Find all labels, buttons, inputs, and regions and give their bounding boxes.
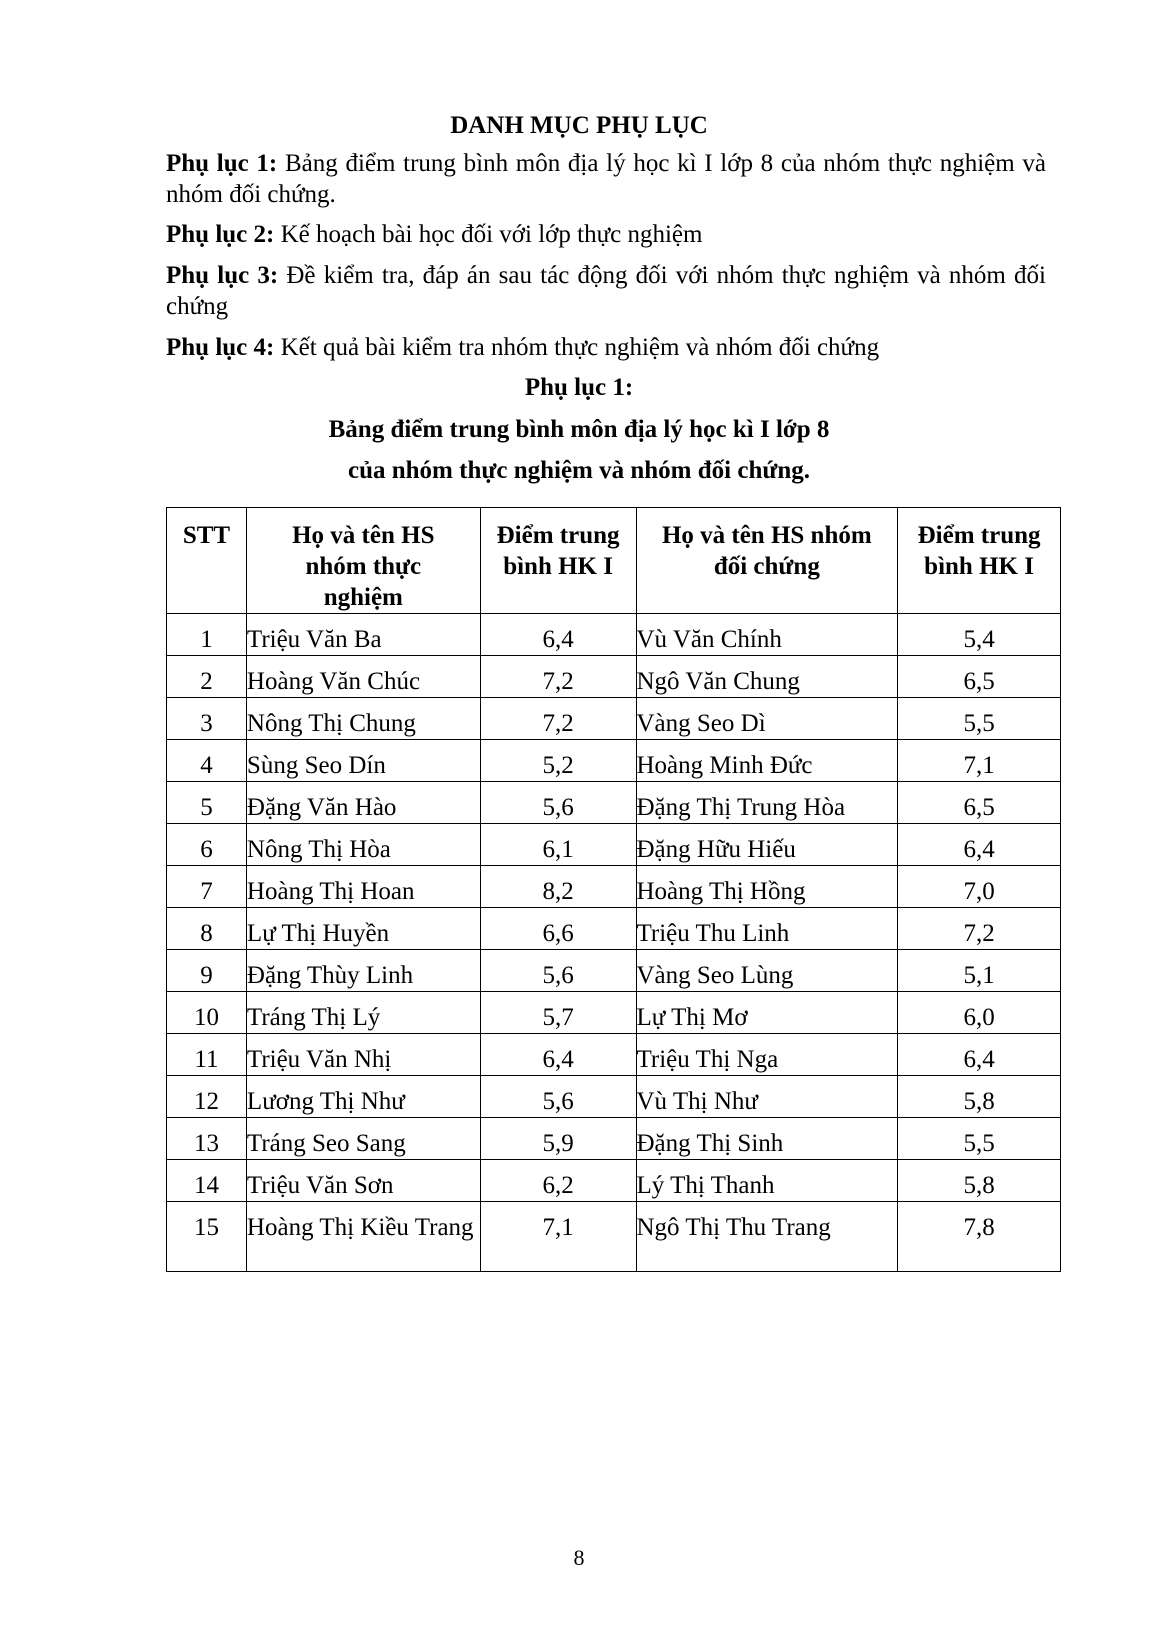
row-number: 2: [167, 656, 247, 698]
appendix-text: Đề kiểm tra, đáp án sau tác động đối với nhóm thực nghiệm và nhóm đối chứng: [166, 262, 1046, 320]
appendix-item-2: [166, 219, 1046, 250]
experimental-score: 7,1: [480, 1202, 636, 1272]
table-row: [167, 1202, 1061, 1272]
control-student-name: Lý Thị Thanh: [636, 1160, 898, 1202]
row-number: 10: [167, 992, 247, 1034]
row-number: 14: [167, 1160, 247, 1202]
table-row: [167, 656, 1061, 698]
row-number: 11: [167, 1034, 247, 1076]
experimental-student-name: Tráng Seo Sang: [246, 1118, 480, 1160]
table-caption-line-1: Bảng điểm trung bình môn địa lý học kì I lớp 8: [328, 416, 830, 443]
experimental-student-name: Hoàng Thị Kiều Trang: [246, 1202, 480, 1272]
experimental-score: 5,9: [480, 1118, 636, 1160]
appendix-text: Kết quả bài kiểm tra nhóm thực nghiệm và nhóm đối chứng: [280, 334, 880, 361]
table-row: [167, 992, 1061, 1034]
control-student-name: Đặng Thị Trung Hòa: [636, 782, 898, 824]
control-score: 6,0: [898, 992, 1061, 1034]
experimental-score: 5,6: [480, 782, 636, 824]
row-number: 7: [167, 866, 247, 908]
row-number: 6: [167, 824, 247, 866]
control-student-name: Vù Văn Chính: [636, 614, 898, 656]
page-title: DANH MỤC PHỤ LỤC: [450, 112, 708, 139]
appendix-label: Phụ lục 2:: [166, 221, 275, 248]
row-number: 5: [167, 782, 247, 824]
table-row: [167, 614, 1061, 656]
experimental-student-name: Sùng Seo Dín: [246, 740, 480, 782]
experimental-student-name: Đặng Văn Hào: [246, 782, 480, 824]
row-number: 3: [167, 698, 247, 740]
table-body: [167, 614, 1061, 1272]
control-score: 5,5: [898, 698, 1061, 740]
control-student-name: Triệu Thị Nga: [636, 1034, 898, 1076]
experimental-student-name: Đặng Thùy Linh: [246, 950, 480, 992]
experimental-score: 5,6: [480, 1076, 636, 1118]
section-heading: Phụ lục 1:: [524, 374, 634, 401]
appendix-label: Phụ lục 4:: [166, 334, 275, 361]
header-control-name: Họ và tên HS nhóm đối chứng: [636, 508, 898, 614]
experimental-score: 6,2: [480, 1160, 636, 1202]
control-student-name: Vàng Seo Dì: [636, 698, 898, 740]
experimental-student-name: Triệu Văn Sơn: [246, 1160, 480, 1202]
experimental-score: 6,6: [480, 908, 636, 950]
control-score: 7,2: [898, 908, 1061, 950]
experimental-student-name: Tráng Thị Lý: [246, 992, 480, 1034]
experimental-student-name: Nông Thị Hòa: [246, 824, 480, 866]
control-score: 5,4: [898, 614, 1061, 656]
table-row: [167, 782, 1061, 824]
experimental-score: 5,6: [480, 950, 636, 992]
table-row: [167, 908, 1061, 950]
table-header-row: [167, 508, 1061, 614]
row-number: 9: [167, 950, 247, 992]
experimental-score: 8,2: [480, 866, 636, 908]
control-student-name: Hoàng Thị Hồng: [636, 866, 898, 908]
page-number: 8: [573, 1545, 585, 1570]
experimental-score: 7,2: [480, 698, 636, 740]
appendix-label: Phụ lục 1:: [166, 150, 278, 177]
control-student-name: Đặng Thị Sinh: [636, 1118, 898, 1160]
appendix-item-3: [166, 260, 1046, 322]
table-row: [167, 698, 1061, 740]
header-stt: STT: [167, 508, 247, 614]
control-score: 5,1: [898, 950, 1061, 992]
appendix-text: Kế hoạch bài học đối với lớp thực nghiệm: [280, 221, 703, 248]
table-row: [167, 1034, 1061, 1076]
experimental-score: 6,4: [480, 1034, 636, 1076]
control-student-name: Lự Thị Mơ: [636, 992, 898, 1034]
header-experimental-name: Họ và tên HS nhóm thực nghiệm: [246, 508, 480, 614]
table-row: [167, 1118, 1061, 1160]
control-score: 6,5: [898, 782, 1061, 824]
control-score: 7,8: [898, 1202, 1061, 1272]
appendix-text: Bảng điểm trung bình môn địa lý học kì I lớp 8 của nhóm thực nghiệm và nhóm đối chứng.: [166, 150, 1047, 208]
control-score: 6,4: [898, 824, 1061, 866]
experimental-student-name: Lương Thị Như: [246, 1076, 480, 1118]
row-number: 12: [167, 1076, 247, 1118]
row-number: 15: [167, 1202, 247, 1272]
experimental-score: 6,4: [480, 614, 636, 656]
appendix-item-4: [166, 332, 1046, 363]
control-score: 5,5: [898, 1118, 1061, 1160]
experimental-student-name: Triệu Văn Ba: [246, 614, 480, 656]
control-student-name: Đặng Hữu Hiếu: [636, 824, 898, 866]
header-experimental-score: Điểm trung bình HK I: [480, 508, 636, 614]
control-student-name: Vàng Seo Lùng: [636, 950, 898, 992]
control-student-name: Triệu Thu Linh: [636, 908, 898, 950]
control-student-name: Ngô Văn Chung: [636, 656, 898, 698]
table-row: [167, 740, 1061, 782]
experimental-score: 7,2: [480, 656, 636, 698]
grades-table: [166, 507, 1061, 1272]
appendix-label: Phụ lục 3:: [166, 262, 279, 289]
row-number: 8: [167, 908, 247, 950]
experimental-score: 5,7: [480, 992, 636, 1034]
control-score: 6,4: [898, 1034, 1061, 1076]
table-row: [167, 950, 1061, 992]
row-number: 1: [167, 614, 247, 656]
table-row: [167, 1160, 1061, 1202]
experimental-score: 6,1: [480, 824, 636, 866]
table-row: [167, 866, 1061, 908]
experimental-student-name: Hoàng Văn Chúc: [246, 656, 480, 698]
table-row: [167, 1076, 1061, 1118]
row-number: 4: [167, 740, 247, 782]
experimental-student-name: Triệu Văn Nhị: [246, 1034, 480, 1076]
row-number: 13: [167, 1118, 247, 1160]
control-score: 7,1: [898, 740, 1061, 782]
control-score: 5,8: [898, 1076, 1061, 1118]
control-score: 5,8: [898, 1160, 1061, 1202]
control-student-name: Hoàng Minh Đức: [636, 740, 898, 782]
table-row: [167, 824, 1061, 866]
experimental-score: 5,2: [480, 740, 636, 782]
experimental-student-name: Hoàng Thị Hoan: [246, 866, 480, 908]
appendix-item-1: [166, 148, 1046, 210]
control-score: 7,0: [898, 866, 1061, 908]
experimental-student-name: Lự Thị Huyền: [246, 908, 480, 950]
control-score: 6,5: [898, 656, 1061, 698]
control-student-name: Ngô Thị Thu Trang: [636, 1202, 898, 1272]
control-student-name: Vù Thị Như: [636, 1076, 898, 1118]
table-caption-line-2: của nhóm thực nghiệm và nhóm đối chứng.: [347, 457, 811, 484]
header-control-score: Điểm trung bình HK I: [898, 508, 1061, 614]
experimental-student-name: Nông Thị Chung: [246, 698, 480, 740]
